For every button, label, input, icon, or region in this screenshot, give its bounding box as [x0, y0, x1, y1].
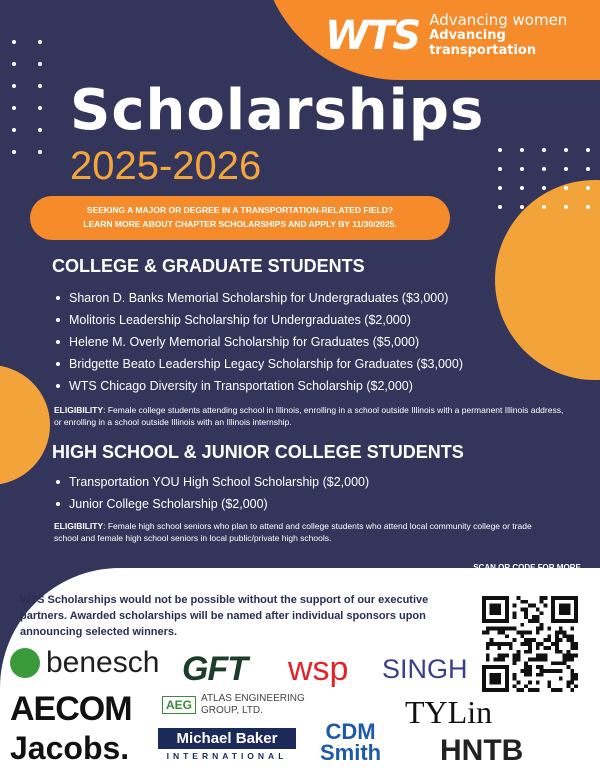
benesch-logo: benesch	[10, 646, 159, 680]
bullet-icon	[56, 502, 60, 506]
bullet-icon	[56, 296, 60, 300]
tagline-line1: Advancing women	[429, 11, 568, 29]
wts-tagline	[429, 12, 600, 59]
atlas-engineering-logo: AEG ATLAS ENGINEERING GROUP, LTD.	[162, 693, 305, 717]
bullet-icon	[56, 362, 60, 366]
qr-instructions: SCAN QR CODE FOR MORE INFO AND TO APPLY!	[473, 563, 581, 584]
list-item: Junior College Scholarship ($2,000)	[56, 493, 369, 515]
list-item: Bridgette Beato Leadership Legacy Scholarship for Graduates ($3,000)	[56, 353, 463, 375]
wts-logo-mark: WTS	[325, 12, 420, 59]
list-item: Molitoris Leadership Scholarship for Undergraduates ($2,000)	[56, 309, 463, 331]
hntb-logo: HNTB	[440, 734, 524, 767]
highschool-eligibility: ELIGIBILITY: Female high school seniors who plan to attend and college students who attend local community college or trade school and female high school seniors in local public/private high schools.	[54, 521, 532, 544]
cdm-smith-logo: CDM Smith	[320, 719, 382, 765]
decorative-dots-left	[12, 40, 42, 154]
list-item: Sharon D. Banks Memorial Scholarship for Undergraduates ($3,000)	[56, 287, 463, 309]
bullet-icon	[56, 384, 60, 388]
michael-baker-logo: Michael Baker INTERNATIONAL	[158, 728, 296, 761]
atlas-mark: AEG	[162, 696, 196, 714]
benesch-leaf-icon	[10, 648, 40, 678]
qr-code[interactable]	[482, 596, 578, 692]
wts-logo	[325, 12, 600, 59]
page-title: Scholarships	[70, 78, 485, 143]
college-eligibility: ELIGIBILITY: Female college students attending school in Illinois, enrolling in a school outside Illinois with a permanent Illinois address, or enrolling in a school outside Illinois with an Illinois internship.	[54, 405, 564, 428]
gft-logo: GFT	[182, 650, 247, 688]
tagline-line2: Advancing transportation	[429, 28, 537, 59]
highschool-section-heading: HIGH SCHOOL & JUNIOR COLLEGE STUDENTS	[52, 442, 464, 462]
list-item: WTS Chicago Diversity in Transportation Scholarship ($2,000)	[56, 375, 463, 397]
aecom-logo: AECOM	[10, 690, 132, 728]
jacobs-logo: Jacobs.	[10, 730, 130, 766]
deadline-banner	[30, 196, 450, 240]
sponsor-statement: WTS Scholarships would not be possible without the support of our executive partners. Awarded scholarships will be named after individual sponsors upon announcing selected winners.	[20, 594, 429, 638]
bullet-icon	[56, 480, 60, 484]
college-scholarship-list	[56, 287, 463, 397]
singh-logo: SINGH	[382, 654, 468, 684]
banner-line1: SEEKING A MAJOR OR DEGREE IN A TRANSPORTATION-RELATED FIELD?	[86, 205, 394, 216]
list-item: Transportation YOU High School Scholarship ($2,000)	[56, 471, 369, 493]
banner-line2: LEARN MORE ABOUT CHAPTER SCHOLARSHIPS AND APPLY BY 11/30/2025.	[83, 219, 397, 229]
bullet-icon	[56, 340, 60, 344]
year-range: 2025-2026	[70, 144, 262, 188]
highschool-scholarship-list	[56, 471, 369, 515]
tylin-logo: TYLin	[405, 694, 493, 730]
college-section-heading: COLLEGE & GRADUATE STUDENTS	[52, 256, 365, 276]
decorative-circle-left	[0, 365, 50, 485]
decorative-dots-right	[498, 148, 590, 209]
decorative-circle-right	[495, 180, 600, 380]
bullet-icon	[56, 318, 60, 322]
list-item: Helene M. Overly Memorial Scholarship for Graduates ($5,000)	[56, 331, 463, 353]
wsp-logo: wsp	[288, 650, 349, 688]
